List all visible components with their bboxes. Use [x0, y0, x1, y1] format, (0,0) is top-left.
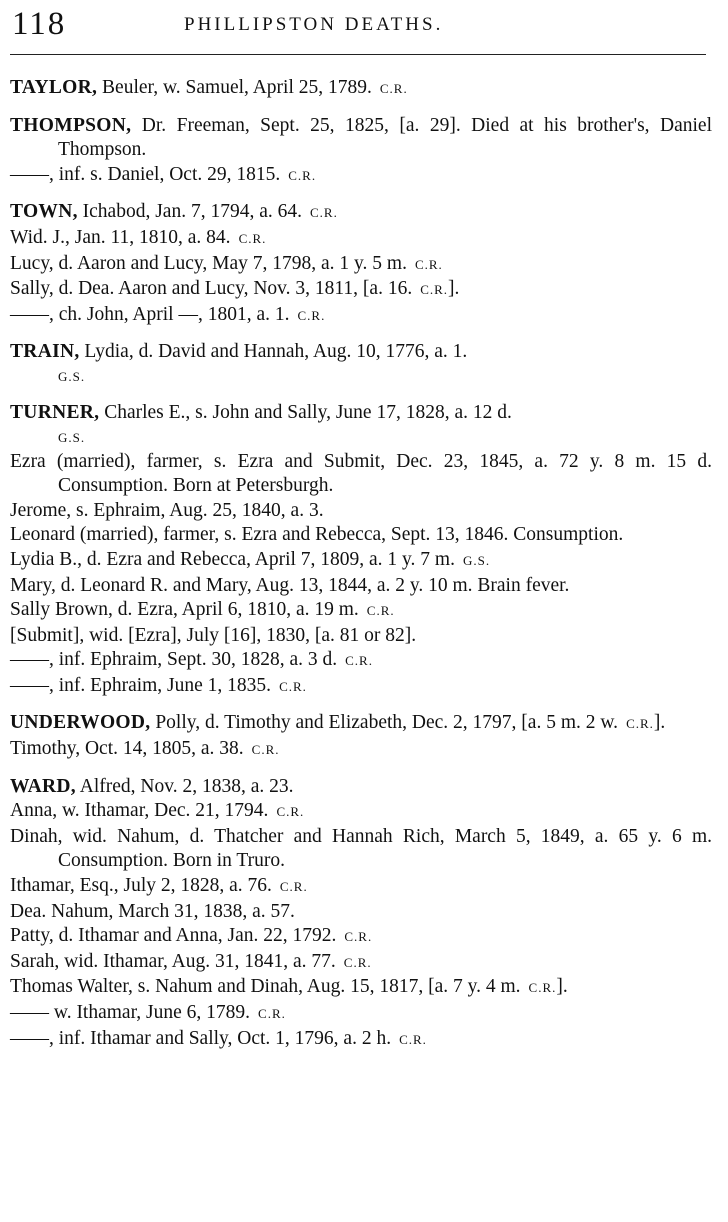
entry-text: Ezra (married), farmer, s. Ezra and Submit, Dec. 23, 1845, a. 72 y. 8 m. 15 d. Consumption. Born at Petersburgh.	[10, 450, 712, 497]
entry-text: Sally Brown, d. Ezra, April 6, 1810, a. 19 m.	[10, 599, 359, 621]
entry	[10, 252, 712, 278]
entry-text: Mary, d. Leonard R. and Mary, Aug. 13, 1844, a. 2 y. 10 m. Brain fever.	[10, 574, 570, 596]
source-tag: G.S.	[58, 368, 86, 384]
entry	[10, 1027, 712, 1053]
entry-text: Sally, d. Dea. Aaron and Lucy, Nov. 3, 1811, [a. 16.	[10, 278, 413, 300]
source-tag: C.R.	[528, 980, 557, 996]
source-tag: G.S.	[58, 429, 86, 445]
entry	[10, 648, 712, 674]
entry	[10, 825, 712, 874]
entry-text-end: ].	[556, 976, 568, 998]
entry	[10, 598, 712, 624]
family-taylor	[10, 76, 712, 102]
family-train	[10, 340, 712, 389]
family-underwood	[10, 711, 712, 762]
entry-text: Ichabod, Jan. 7, 1794, a. 64.	[77, 201, 302, 223]
entry	[10, 340, 712, 365]
entry	[10, 200, 712, 226]
entry-text: Timothy, Oct. 14, 1805, a. 38.	[10, 738, 244, 760]
entry	[10, 737, 712, 763]
page-number: 118	[12, 6, 67, 42]
entry-text: Anna, w. Ithamar, Dec. 21, 1794.	[10, 800, 269, 822]
running-head: PHILLIPSTON DEATHS.	[184, 14, 444, 35]
family-turner	[10, 401, 712, 700]
entry-text: ——, inf. Ephraim, June 1, 1835.	[10, 674, 272, 696]
source-tag: C.R.	[343, 954, 372, 970]
entry	[10, 975, 712, 1001]
source-tag: C.R.	[251, 742, 280, 758]
entry-text: ——, inf. Ephraim, Sept. 30, 1828, a. 3 d.	[10, 649, 338, 671]
entry-text: ——, ch. John, April —, 1801, a. 1.	[10, 303, 290, 325]
entry-text: [Submit], wid. [Ezra], July [16], 1830, [a. 81 or 82].	[10, 624, 417, 646]
source-tag: C.R.	[414, 256, 443, 272]
entry-text: Dr. Freeman, Sept. 25, 1825, [a. 29]. Died at his brother's, Daniel Thompson.	[58, 114, 712, 161]
entry-text: Lydia, d. David and Hannah, Aug. 10, 1776, a. 1.	[79, 341, 468, 363]
surname: TURNER,	[10, 401, 100, 423]
source-tag: C.R.	[420, 282, 449, 298]
entry-text: Patty, d. Ithamar and Anna, Jan. 22, 1792.	[10, 925, 337, 947]
entry	[10, 711, 712, 737]
source-tag: C.R.	[626, 716, 654, 732]
surname: WARD,	[10, 775, 76, 797]
page-header	[12, 4, 706, 48]
entry-text: Leonard (married), farmer, s. Ezra and Rebecca, Sept. 13, 1846. Consumption.	[10, 524, 624, 546]
entry	[10, 499, 712, 524]
family-town	[10, 200, 712, 328]
family-ward	[10, 775, 712, 1053]
entry-text-end: ].	[653, 712, 666, 734]
header-rule	[10, 54, 706, 55]
entry-text: Polly, d. Timothy and Elizabeth, Dec. 2, 1797, [a. 5 m. 2 w.	[150, 712, 619, 734]
entry	[10, 950, 712, 976]
entry	[10, 924, 712, 950]
surname: TOWN,	[10, 201, 78, 223]
entry	[10, 114, 712, 163]
source-tag: G.S.	[462, 552, 491, 568]
entry	[10, 574, 712, 599]
entry-text: ——, inf. s. Daniel, Oct. 29, 1815.	[10, 163, 281, 185]
entry	[10, 226, 712, 252]
source-tag: C.R.	[288, 167, 317, 183]
entry-text: Wid. J., Jan. 11, 1810, a. 84.	[10, 226, 231, 248]
entry-text: Lucy, d. Aaron and Lucy, May 7, 1798, a. 1 y. 5 m.	[10, 252, 407, 274]
entry-text: Charles E., s. John and Sally, June 17, 1828, a. 12 d.	[99, 401, 512, 423]
entry	[10, 674, 712, 700]
record-body	[10, 76, 712, 1064]
entry-text: Thomas Walter, s. Nahum and Dinah, Aug. 15, 1817, [a. 7 y. 4 m.	[10, 976, 521, 998]
entry	[10, 624, 712, 649]
source-tag: C.R.	[344, 929, 373, 945]
source-tag: C.R.	[345, 653, 373, 669]
entry-text: Ithamar, Esq., July 2, 1828, a. 76.	[10, 875, 272, 897]
entry	[10, 450, 712, 499]
source-tag: C.R.	[379, 81, 408, 96]
entry	[10, 548, 712, 574]
entry-text: Dinah, wid. Nahum, d. Thatcher and Hannah Rich, March 5, 1849, a. 65 y. 6 m. Consumption. Born in Truro.	[10, 825, 712, 872]
entry	[10, 799, 712, 825]
surname: UNDERWOOD,	[10, 712, 151, 734]
source-tag: C.R.	[366, 603, 395, 619]
source-tag: C.R.	[238, 230, 267, 246]
entry	[10, 303, 712, 329]
entry	[10, 163, 712, 189]
source-tag: C.R.	[276, 804, 305, 820]
source-tag: C.R.	[258, 1006, 286, 1021]
source-tag: C.R.	[399, 1031, 427, 1047]
entry	[10, 76, 712, 102]
entry-text: Sarah, wid. Ithamar, Aug. 31, 1841, a. 77.	[10, 950, 336, 972]
entry	[10, 874, 712, 900]
entry-text: Lydia B., d. Ezra and Rebecca, April 7, 1809, a. 1 y. 7 m.	[10, 548, 455, 570]
entry-text-end: ].	[448, 278, 460, 300]
entry-text: ——, inf. Ithamar and Sally, Oct. 1, 1796, a. 2 h.	[10, 1027, 392, 1049]
family-thompson	[10, 114, 712, 189]
source-tag: C.R.	[279, 879, 308, 895]
source-tag: C.R.	[279, 678, 307, 694]
entry	[10, 1001, 712, 1027]
entry-text: Alfred, Nov. 2, 1838, a. 23.	[75, 775, 294, 797]
source-tag: C.R.	[309, 205, 338, 221]
surname: TAYLOR,	[10, 77, 98, 98]
entry-text: Beuler, w. Samuel, April 25, 1789.	[97, 77, 372, 98]
entry	[10, 775, 712, 800]
entry	[10, 523, 712, 548]
surname: THOMPSON,	[10, 114, 132, 136]
source-tag: C.R.	[297, 307, 326, 323]
entry-text: —— w. Ithamar, June 6, 1789.	[10, 1002, 251, 1023]
surname: TRAIN,	[10, 341, 80, 363]
entry	[10, 277, 712, 303]
entry-text: Jerome, s. Ephraim, Aug. 25, 1840, a. 3.	[10, 499, 324, 521]
entry	[10, 401, 712, 426]
entry-text: Dea. Nahum, March 31, 1838, a. 57.	[10, 900, 295, 922]
entry	[10, 900, 712, 925]
